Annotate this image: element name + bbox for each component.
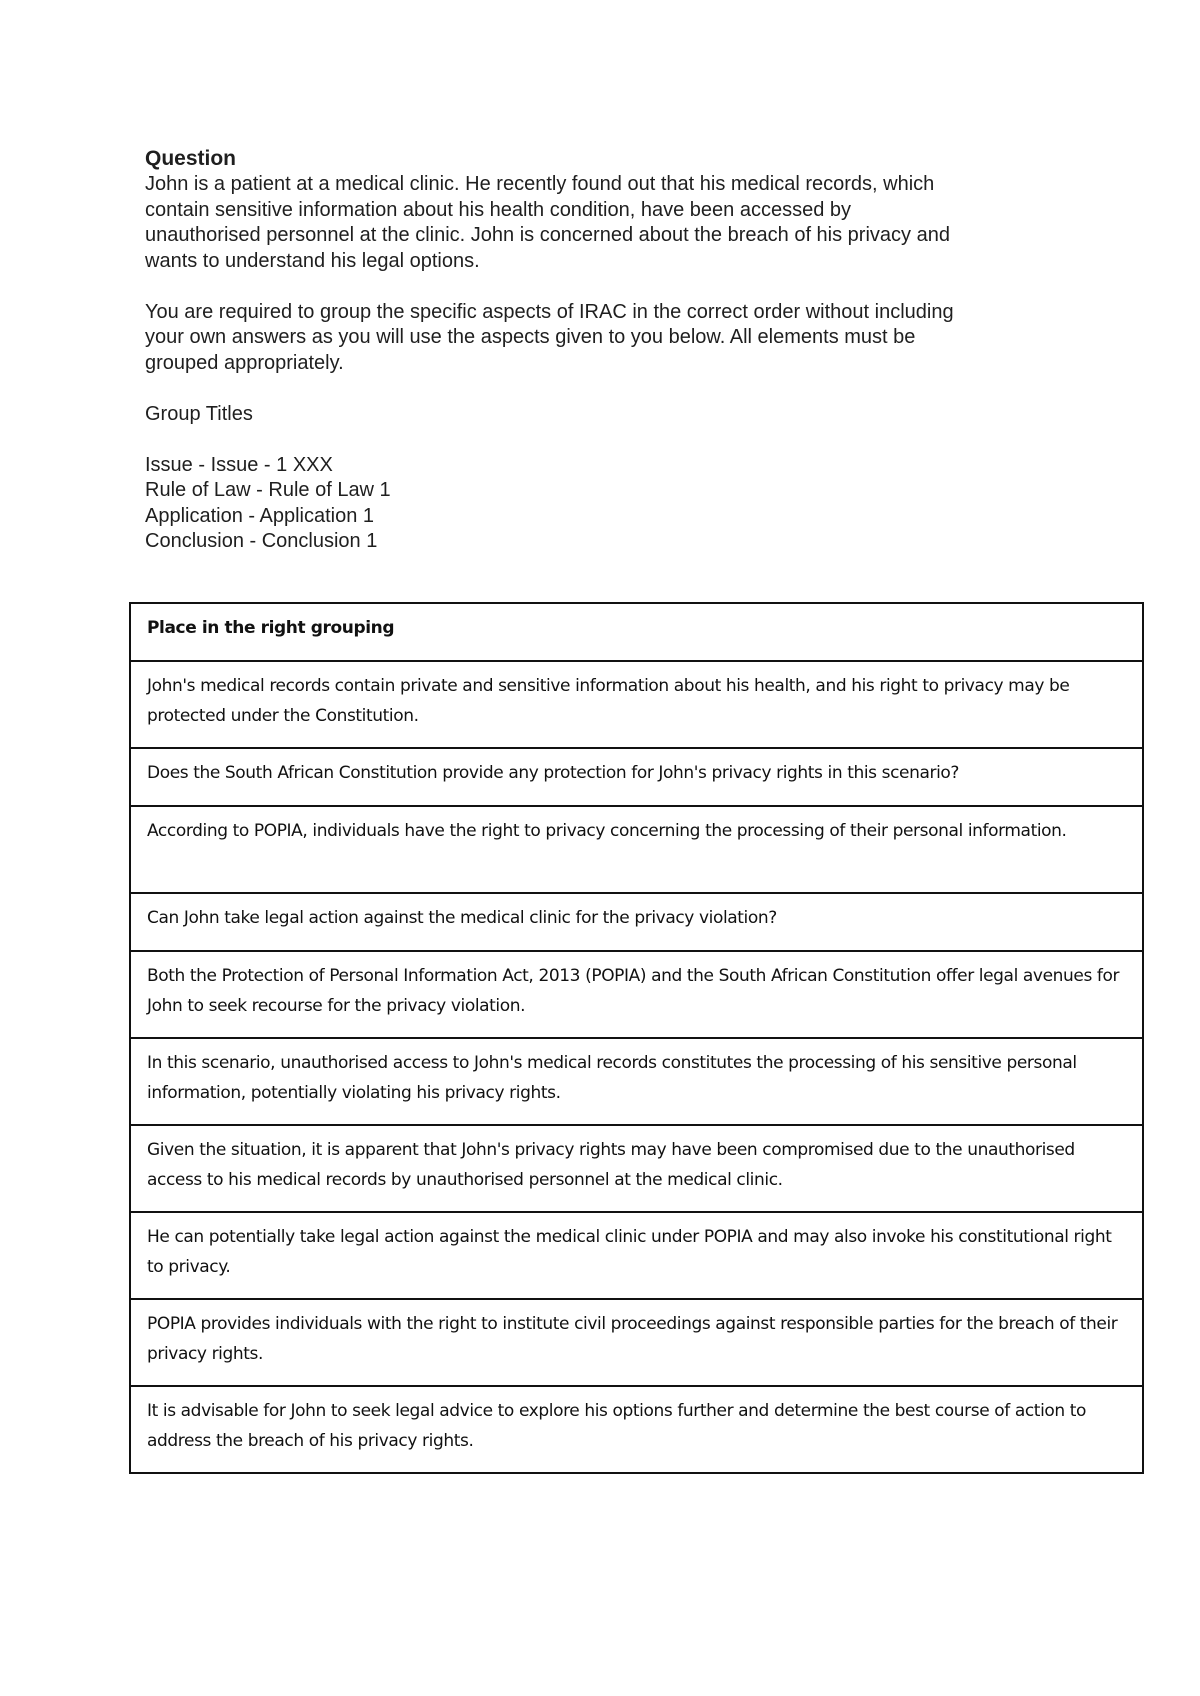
instruction-line: grouped appropriately. (145, 351, 344, 374)
table-row (130, 1299, 1143, 1386)
question-section (145, 145, 1075, 555)
aspect-cell: Does the South African Constitution provide any protection for John's privacy rights in this scenario? (130, 748, 1143, 806)
table-row (130, 893, 1143, 951)
paragraph-gap (145, 427, 1075, 453)
aspect-cell: Can John take legal action against the medical clinic for the privacy violation? (130, 893, 1143, 951)
table-header-row (130, 603, 1143, 661)
table-row (130, 1386, 1143, 1473)
table-row (130, 661, 1143, 748)
table-header-cell: Place in the right grouping (130, 603, 1143, 661)
aspect-cell: John's medical records contain private and sensitive information about his health, and his right to privacy may be protected under the Constitution. (130, 661, 1143, 748)
aspect-cell: Both the Protection of Personal Information Act, 2013 (POPIA) and the South African Constitution offer legal avenues for John to seek recourse for the privacy violation. (130, 951, 1143, 1038)
table-row (130, 748, 1143, 806)
grouping-table (129, 602, 1144, 1474)
scenario-line: wants to understand his legal options. (145, 249, 480, 272)
instruction-line: You are required to group the specific aspects of IRAC in the correct order without including (145, 300, 954, 323)
group-title-conclusion: Conclusion - Conclusion 1 (145, 530, 378, 552)
aspect-cell: Given the situation, it is apparent that John's privacy rights may have been compromised due to the unauthorised access to his medical records by unauthorised personnel at the medical clinic. (130, 1125, 1143, 1212)
group-title-rule-of-law: Rule of Law - Rule of Law 1 (145, 479, 391, 501)
aspect-cell: POPIA provides individuals with the right to institute civil proceedings against responsible parties for the breach of their privacy rights. (130, 1299, 1143, 1386)
table-row (130, 806, 1143, 893)
table-row (130, 1125, 1143, 1212)
group-title-application: Application - Application 1 (145, 504, 375, 527)
group-title-issue: Issue - Issue - 1 XXX (145, 453, 333, 476)
table-row (130, 1038, 1143, 1125)
aspect-cell: He can potentially take legal action against the medical clinic under POPIA and may also invoke his constitutional right to privacy. (130, 1212, 1143, 1299)
scenario-line: unauthorised personnel at the clinic. John is concerned about the breach of his privacy and (145, 224, 950, 246)
paragraph-gap (145, 274, 1075, 300)
question-heading: Question (145, 147, 237, 170)
table-row (130, 1212, 1143, 1299)
aspect-cell: In this scenario, unauthorised access to John's medical records constitutes the processing of his sensitive personal information, potentially violating his privacy rights. (130, 1038, 1143, 1125)
group-titles-label: Group Titles (145, 402, 253, 425)
table-row (130, 951, 1143, 1038)
instruction-line: your own answers as you will use the aspects given to you below. All elements must be (145, 326, 916, 348)
aspect-cell: According to POPIA, individuals have the right to privacy concerning the processing of their personal information. (130, 806, 1143, 893)
scenario-line: John is a patient at a medical clinic. He recently found out that his medical records, which (145, 173, 935, 195)
aspect-cell: It is advisable for John to seek legal advice to explore his options further and determine the best course of action to address the breach of his privacy rights. (130, 1386, 1143, 1473)
scenario-line: contain sensitive information about his health condition, have been accessed by (145, 198, 852, 221)
paragraph-gap (145, 376, 1075, 402)
